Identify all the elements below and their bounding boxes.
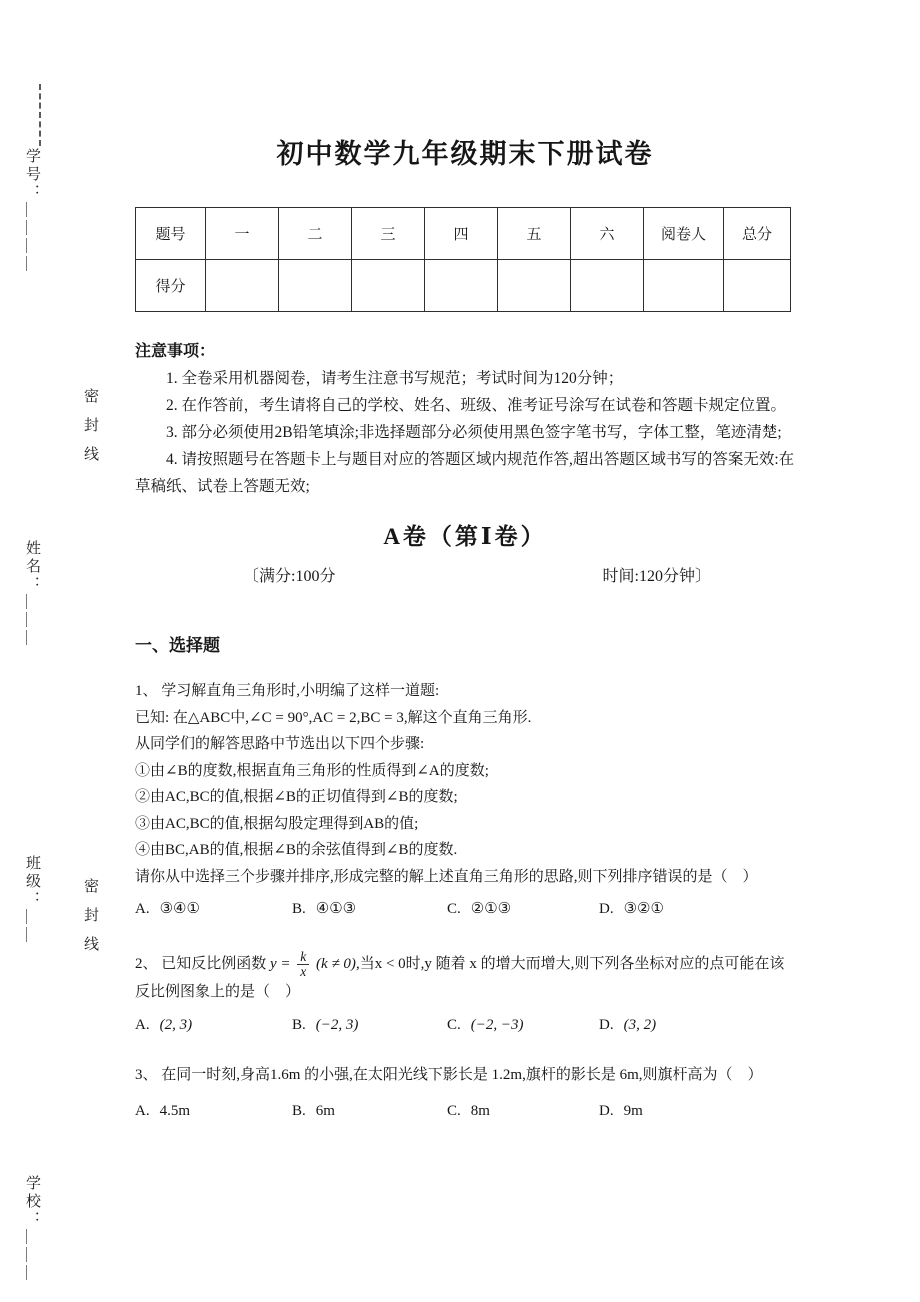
header-cell-question-number: 题号 <box>136 208 206 260</box>
volume-meta <box>243 563 711 586</box>
option-value: ③②① <box>623 901 664 917</box>
question-2-options <box>135 1012 795 1038</box>
score-table <box>135 207 791 312</box>
inverse-function-formula <box>270 949 356 980</box>
fraction <box>297 950 309 979</box>
option-value: (3, 2) <box>623 1016 657 1033</box>
score-cell <box>352 260 425 312</box>
score-table-header-row <box>136 208 791 260</box>
header-cell-two: 二 <box>279 208 352 260</box>
score-cell <box>279 260 352 312</box>
question-text-suffix: ,当x < 0时,y 随着 x 的增大而增大,则下列各坐标对应的点可能在该反比例图象上的是（ ） <box>135 956 785 1001</box>
score-cell <box>724 260 791 312</box>
option-value: 6m <box>315 1103 335 1120</box>
question-2 <box>135 950 795 1038</box>
question-line: 1、 学习解直角三角形时,小明编了这样一道题: <box>135 683 440 699</box>
option-c <box>447 1098 599 1124</box>
option-label: D. <box>599 1103 614 1120</box>
fraction-denominator: x <box>300 964 307 980</box>
seal-line-text-bottom: 密封线 <box>82 878 98 965</box>
question-3 <box>135 1062 795 1125</box>
full-score-label: 〔满分:100分 <box>243 568 336 585</box>
question-line: ②由AC,BC的值,根据∠B的正切值得到∠B的度数; <box>135 789 458 805</box>
option-label: C. <box>447 901 461 917</box>
note-item: 2. 在作答前，考生请将自己的学校、姓名、班级、准考证号涂写在试卷和答题卡规定位置。 <box>166 397 787 414</box>
seal-dash-segment <box>39 84 41 146</box>
option-d <box>599 1098 795 1124</box>
option-b <box>292 896 447 922</box>
score-cell <box>498 260 571 312</box>
option-value: (−2, −3) <box>470 1016 524 1033</box>
score-cell <box>206 260 279 312</box>
option-label: C. <box>447 1016 461 1033</box>
option-a <box>135 1012 292 1038</box>
option-value: ④①③ <box>315 901 357 917</box>
question-line: 从同学们的解答思路中节选出以下四个步骤: <box>135 736 425 752</box>
option-label: C. <box>447 1103 461 1120</box>
exam-title: 初中数学九年级期末下册试卷 <box>276 139 654 169</box>
question-line: ④由BC,AB的值,根据∠B的余弦值得到∠B的度数. <box>135 842 458 858</box>
option-label: D. <box>599 1016 614 1033</box>
option-label: A. <box>135 901 150 917</box>
notes-heading: 注意事项： <box>135 343 216 360</box>
formula-constraint: (k ≠ 0) <box>312 956 356 973</box>
option-b <box>292 1098 447 1124</box>
option-value: ②①③ <box>470 901 512 917</box>
option-d <box>599 1012 795 1038</box>
header-cell-total: 总分 <box>724 208 791 260</box>
option-value: 9m <box>623 1103 643 1120</box>
fraction-numerator: k <box>297 950 309 965</box>
question-2-text <box>135 950 795 1006</box>
header-cell-one: 一 <box>206 208 279 260</box>
option-value: 4.5m <box>159 1103 191 1120</box>
school-label: 学校：＿＿＿ <box>24 1175 40 1283</box>
note-item: 3. 部分必须使用2B铅笔填涂;非选择题部分必须使用黑色签字笔书写，字体工整，笔迹清楚; <box>166 424 782 441</box>
class-label: 班级：＿＿ <box>24 855 40 945</box>
option-label: B. <box>292 901 306 917</box>
option-c <box>447 896 599 922</box>
choice-section-heading: 一、选择题 <box>135 636 220 655</box>
option-label: A. <box>135 1016 150 1033</box>
score-cell <box>571 260 644 312</box>
seal-line-text-top: 密封线 <box>82 388 98 475</box>
option-value: ③④① <box>159 901 200 917</box>
exam-content <box>135 0 795 1124</box>
option-label: A. <box>135 1103 150 1120</box>
option-d <box>599 896 795 922</box>
header-cell-grader: 阅卷人 <box>644 208 724 260</box>
question-3-options <box>135 1098 795 1124</box>
option-c <box>447 1012 599 1038</box>
time-limit-label: 时间:120分钟〕 <box>602 568 711 585</box>
header-cell-five: 五 <box>498 208 571 260</box>
score-table-score-row <box>136 260 791 312</box>
question-line: ③由AC,BC的值,根据勾股定理得到AB的值; <box>135 815 419 832</box>
question-3-text: 3、 在同一时刻,身高1.6m 的小强,在太阳光线下影长是 1.2m,旗杆的影长是 6m,则旗杆高为（ ） <box>135 1066 763 1083</box>
question-line: ①由∠B的度数,根据直角三角形的性质得到∠A的度数; <box>135 762 489 779</box>
question-line: 请你从中选择三个步骤并排序,形成完整的解上述直角三角形的思路,则下列排序错误的是（ ） <box>135 868 758 885</box>
option-value: 8m <box>470 1103 490 1120</box>
question-line: 已知: 在△ABC中,∠C = 90°,AC = 2,BC = 3,解这个直角三角形. <box>135 709 532 726</box>
header-cell-six: 六 <box>571 208 644 260</box>
question-text-prefix: 2、 已知反比例函数 <box>135 956 271 973</box>
name-label: 姓名：＿＿＿ <box>24 540 40 648</box>
option-b <box>292 1012 447 1038</box>
score-cell <box>644 260 724 312</box>
question-1-options <box>135 896 795 922</box>
note-item: 4. 请按照题号在答题卡上与题目对应的答题区域内规范作答,超出答题区域书写的答案无效:在草稿纸、试卷上答题无效; <box>135 451 795 495</box>
notes-section <box>135 338 795 500</box>
volume-title: A卷（第Ⅰ卷） <box>383 524 547 549</box>
option-label: D. <box>599 901 614 917</box>
student-id-label: 学号：＿＿＿＿ <box>24 148 40 274</box>
option-a <box>135 1098 292 1124</box>
option-value: (2, 3) <box>159 1016 193 1033</box>
score-cell <box>425 260 498 312</box>
option-value: (−2, 3) <box>315 1016 359 1033</box>
option-a <box>135 896 292 922</box>
option-label: B. <box>292 1016 306 1033</box>
question-1 <box>135 678 795 922</box>
score-row-label: 得分 <box>136 260 206 312</box>
option-label: B. <box>292 1103 306 1120</box>
formula-lhs: y = <box>270 956 295 973</box>
header-cell-three: 三 <box>352 208 425 260</box>
note-item: 1. 全卷采用机器阅卷，请考生注意书写规范；考试时间为120分钟； <box>166 370 624 387</box>
header-cell-four: 四 <box>425 208 498 260</box>
